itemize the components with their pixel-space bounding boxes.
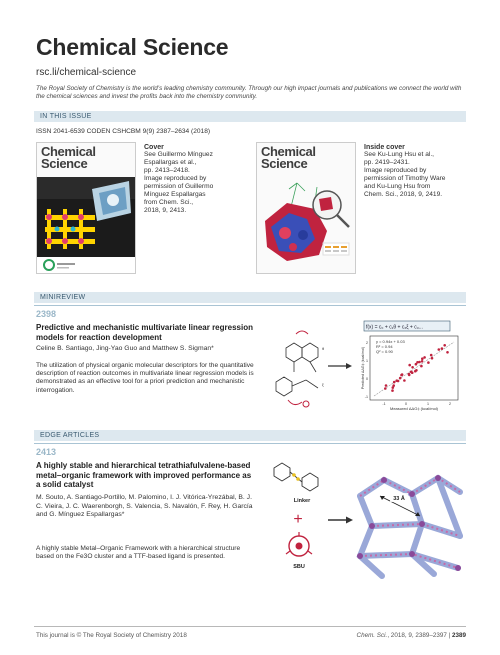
scatter-point: [391, 389, 394, 392]
stat-line: Q² = 0.90: [376, 349, 393, 354]
scatter-point: [446, 351, 449, 354]
scatter-point: [408, 364, 411, 367]
equation-text: f(x) = c₀ + c₁θ + c₂ξ + c₃...: [366, 324, 423, 331]
cover-1-line: pp. 2413–2418.: [144, 167, 190, 174]
footer-page-number: 2389: [451, 632, 466, 639]
y-tick: 0: [366, 377, 368, 381]
y-tick: 1: [366, 359, 368, 363]
cover-1-caption: [144, 144, 254, 215]
scatter-point: [421, 357, 424, 360]
cover-1-line: Mínguez Espallargas: [144, 191, 206, 198]
cover-1-line: Image reproduced by: [144, 175, 207, 182]
cover-2-line: Image reproduced by: [364, 167, 427, 174]
edge-article-authors: M. Souto, A. Santiago-Portillo, M. Palomino, I. J. Vitórica-Yrezábal, B. J. C. Vieira, J. C. Waerenborgh, S. Valencia, S. Navalón, F. Rey, H. García and G. Mínguez Espallargas*: [36, 494, 253, 519]
issn-line: ISSN 2041-6539 CODEN CSHCBM 9(9) 2387–2634 (2018): [36, 128, 211, 135]
cover-1-line: permission of Guillermo: [144, 183, 214, 190]
minireview-graphic: [266, 320, 466, 412]
cover-1-title: Chemical Science: [41, 144, 96, 171]
scatter-point: [416, 361, 419, 364]
footer-citation-text: , 2018, 9, 2389–2397 |: [387, 632, 451, 639]
cover-1-line: 2018, 9, 2413.: [144, 207, 187, 214]
scatter-point: [438, 348, 441, 351]
cover-2-artwork: [257, 143, 355, 273]
linker-structure: [274, 463, 318, 491]
cover-2-line: Chem. Sci., 2018, 9, 2419.: [364, 191, 443, 198]
x-axis-label: Measured ΔΔG‡ (kcal/mol): [389, 406, 439, 411]
scatter-point: [423, 356, 426, 359]
cover-image-2[interactable]: [256, 142, 356, 274]
scatter-point: [421, 360, 424, 363]
y-tick: -1: [364, 395, 368, 399]
footer-copyright: This journal is © The Royal Society of Chemistry 2018: [36, 632, 187, 639]
sbu-structure: [286, 532, 312, 556]
minireview-title[interactable]: Predictive and mechanistic multivariate linear regression models for reaction development: [36, 323, 253, 342]
cover-2-heading: Inside cover: [364, 144, 405, 151]
cover-2-line: See Ku-Lung Hsu et al.,: [364, 151, 435, 158]
cover-1-line: from Chem. Sci.,: [144, 199, 194, 206]
edge-article-graphic: [262, 456, 466, 586]
footer-journal-abbrev: Chem. Sci.: [356, 632, 388, 639]
scatter-point: [431, 357, 434, 360]
scatter-point: [385, 384, 388, 387]
minireview-page-number: 2398: [36, 309, 57, 319]
stat-line: R² = 0.94: [376, 344, 393, 349]
scatter-point: [408, 374, 411, 377]
x-tick: 0: [405, 402, 407, 406]
pore-size-label: 33 Å: [393, 496, 405, 502]
scatter-point: [420, 365, 423, 368]
scatter-point: [397, 380, 400, 383]
in-this-issue-bar: [34, 111, 466, 122]
footer-rule: [34, 626, 466, 627]
x-tick: 2: [449, 402, 451, 406]
in-this-issue-heading: IN THIS ISSUE: [40, 113, 92, 120]
journal-tagline: The Royal Society of Chemistry is the world’s leading chemistry community. Through our high impact journals and publications we connect the world with the chemical sciences and invest the profits back into the chemistry community.: [36, 85, 462, 100]
scatter-point: [415, 369, 418, 372]
x-tick: -1: [382, 402, 386, 406]
svg-text:θ: θ: [322, 346, 325, 351]
cover-2-title: Chemical Science: [261, 144, 316, 171]
molecule-structure: [276, 343, 318, 396]
minireview-heading: MINIREVIEW: [40, 294, 86, 301]
stat-line: y = 0.94x + 0.03: [376, 339, 405, 344]
sbu-label: SBU: [293, 564, 305, 570]
scatter-point: [410, 371, 413, 374]
scatter-point: [401, 373, 404, 376]
minireview-abstract: The utilization of physical organic molecular descriptors for the quantitative description of reaction outcomes in multivariate linear regression models is demonstrated as an effective tool for a priori prediction and mechanistic interrogation.: [36, 362, 254, 394]
scatter-point: [403, 379, 406, 382]
edge-articles-rule: [34, 443, 466, 444]
scatter-point: [427, 361, 430, 364]
scatter-point: [384, 387, 387, 390]
cover-1-heading: Cover: [144, 144, 164, 151]
cover-2-caption: [364, 144, 468, 199]
plus-icon: +: [293, 511, 303, 528]
cover-2-line: permission of Timothy Ware: [364, 175, 446, 182]
scatter-point: [411, 366, 414, 369]
edge-article-title[interactable]: A highly stable and hierarchical tetrathiafulvalene-based metal–organic framework with improved performance as a solid catalyst: [36, 461, 252, 489]
scatter-point: [441, 347, 444, 350]
cover-1-line: Espallargas et al.,: [144, 159, 197, 166]
scatter-point: [399, 377, 402, 380]
scatter-point: [430, 354, 433, 357]
footer-citation: [357, 632, 466, 639]
y-axis-label: Predicted ΔΔG‡ (kcal/mol): [361, 346, 365, 390]
x-tick: 1: [427, 402, 429, 406]
scatter-point: [393, 381, 396, 384]
edge-article-page-number: 2413: [36, 447, 57, 457]
edge-articles-heading: EDGE ARTICLES: [40, 432, 100, 439]
edge-article-abstract: A highly stable Metal–Organic Framework with a hierarchical structure based on the Fe3O cluster and a TTF-based ligand is presented.: [36, 545, 241, 561]
cover-1-artwork: [37, 143, 135, 273]
y-tick: 2: [366, 341, 368, 345]
journal-url[interactable]: rsc.li/chemical-science: [36, 67, 137, 78]
scatter-point: [443, 344, 446, 347]
minireview-authors: Celine B. Santiago, Jing-Yao Guo and Matthew S. Sigman*: [36, 345, 214, 352]
linker-label: Linker: [293, 498, 311, 504]
svg-text:ξ: ξ: [322, 382, 324, 387]
minireview-bar: [34, 292, 466, 303]
cover-2-line: pp. 2419–2431.: [364, 159, 410, 166]
minireview-rule: [34, 305, 466, 306]
cover-image-1[interactable]: [36, 142, 136, 274]
journal-title: Chemical Science: [36, 34, 229, 60]
scatter-point: [392, 386, 395, 389]
cover-2-line: and Ku-Lung Hsu from: [364, 183, 431, 190]
cover-1-line: See Guillermo Mínguez: [144, 151, 213, 158]
